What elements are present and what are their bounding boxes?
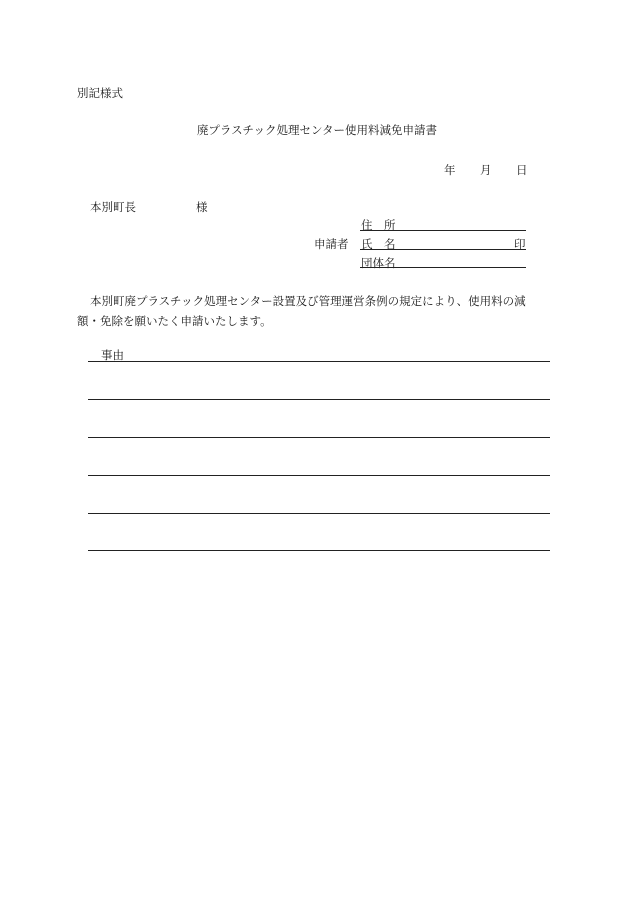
address-field-line[interactable] — [360, 230, 526, 231]
reason-line[interactable] — [88, 550, 550, 551]
reason-line[interactable] — [88, 437, 550, 438]
reason-line[interactable] — [88, 399, 550, 400]
applicant-label: 申請者 — [314, 237, 349, 251]
reason-line[interactable] — [88, 361, 550, 362]
form-label: 別記様式 — [77, 86, 123, 100]
name-field-line[interactable] — [360, 249, 526, 250]
reason-line[interactable] — [88, 475, 550, 476]
date-month-label: 月 — [480, 163, 492, 177]
name-label: 氏 名 — [361, 237, 396, 251]
date-day-label: 日 — [516, 163, 528, 177]
address-label: 住 所 — [361, 218, 396, 232]
addressee-honorific: 様 — [196, 200, 208, 214]
seal-mark: 印 — [514, 237, 526, 251]
organization-field-line[interactable] — [360, 267, 526, 268]
reason-label: 事由 — [101, 348, 124, 362]
date-year-label: 年 — [444, 163, 456, 177]
document-title: 廃プラスチック処理センター使用料減免申請書 — [196, 123, 438, 137]
addressee-name: 本別町長 — [90, 200, 136, 214]
body-text-line-1: 本別町廃プラスチック処理センター設置及び管理運営条例の規定により、使用料の減 — [90, 294, 526, 308]
reason-line[interactable] — [88, 513, 550, 514]
organization-label: 団体名 — [361, 256, 396, 270]
body-text-line-2: 額・免除を願いたく申請いたします。 — [77, 314, 272, 328]
